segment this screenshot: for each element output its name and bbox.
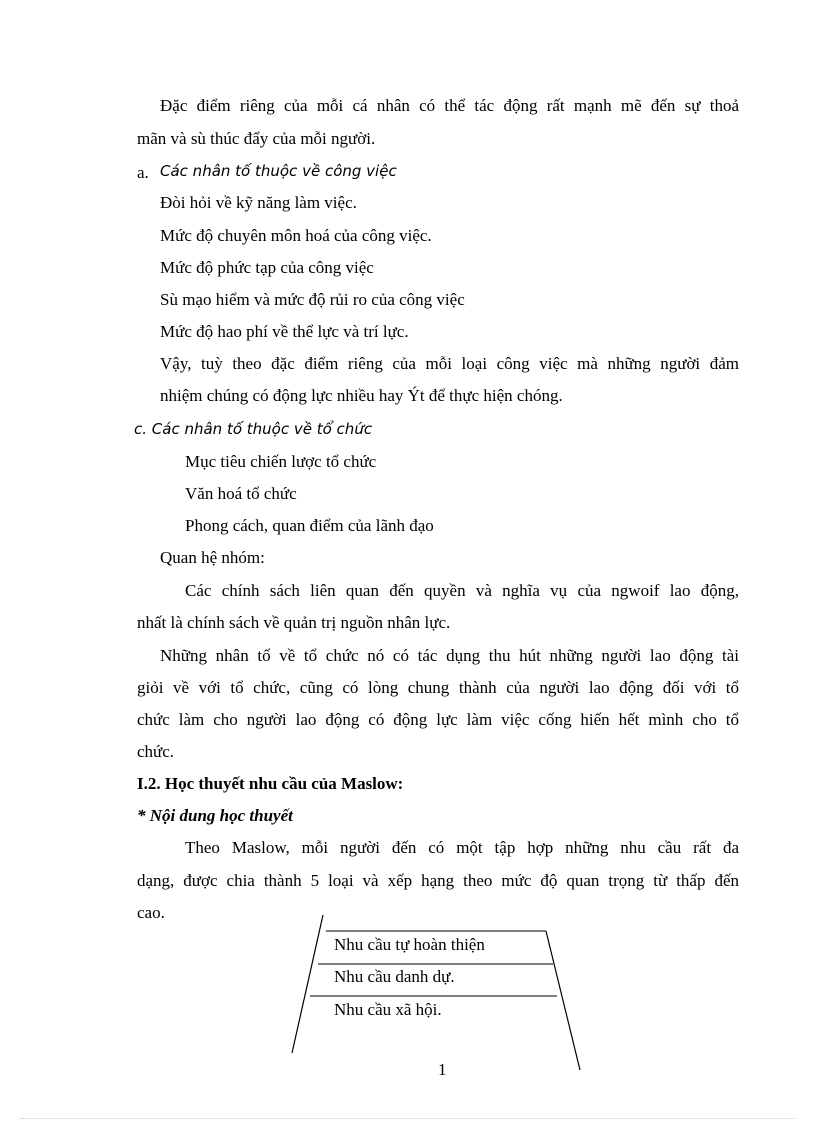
pyramid-left-edge: [292, 915, 323, 1053]
section-subheading: * Nội dung học thuyết: [137, 806, 293, 825]
section-c-title: c. Các nhân tố thuộc về tổ chức: [134, 420, 373, 438]
pyramid-level-social: Nhu cầu xã hội.: [334, 1000, 442, 1019]
page-bottom-border: [20, 1118, 796, 1119]
section-a-marker: a.: [137, 163, 149, 182]
para-5-line-3: cao.: [137, 903, 165, 922]
a-item-1: Đòi hỏi về kỹ năng làm việc.: [160, 193, 357, 212]
section-a-title: Các nhân tố thuộc về công việc: [160, 162, 397, 180]
para-4-line-2: giỏi về với tổ chức, cũng có lòng chung thành của người lao động đối với tổ: [137, 678, 739, 697]
para-4-line-3: chức làm cho người lao động có động lực làm việc cống hiến hết mình cho tổ: [137, 710, 739, 729]
c-group-label: Quan hệ nhóm:: [160, 548, 265, 567]
c-item-2: Văn hoá tổ chức: [185, 484, 297, 503]
pyramid-level-self-actualization: Nhu cầu tự hoàn thiện: [334, 935, 485, 954]
para-3-line-1: Các chính sách liên quan đến quyền và nghĩa vụ của ngwoif lao động,: [185, 581, 739, 600]
a-item-4: Sù mạo hiểm và mức độ rủi ro của công việc: [160, 290, 465, 309]
para-2-line-2: nhiệm chúng có động lực nhiều hay Ýt để thực hiện chóng.: [160, 386, 563, 405]
para-2-line-1: Vậy, tuỳ theo đặc điểm riêng của mỗi loại công việc mà những người đảm: [160, 354, 739, 373]
para-3-line-2: nhất là chính sách về quản trị nguồn nhân lực.: [137, 613, 451, 632]
pyramid-level-esteem: Nhu cầu danh dự.: [334, 967, 455, 986]
para-5-line-1: Theo Maslow, mỗi người đến có một tập hợp những nhu cầu rất đa: [185, 838, 739, 857]
para-1-line-1: Đặc điểm riêng của mỗi cá nhân có thể tác động rất mạnh mẽ đến sự thoả: [160, 96, 739, 115]
para-1-line-2: mãn và sù thúc đẩy của mỗi người.: [137, 129, 376, 148]
a-item-5: Mức độ hao phí về thể lực và trí lực.: [160, 322, 409, 341]
page-number: 1: [438, 1060, 447, 1079]
a-item-2: Mức độ chuyên môn hoá của công việc.: [160, 226, 432, 245]
c-item-3: Phong cách, quan điểm của lãnh đạo: [185, 516, 434, 535]
a-item-3: Mức độ phức tạp của công việc: [160, 258, 374, 277]
para-4-line-1: Những nhân tố về tổ chức nó có tác dụng thu hút những người lao động tài: [160, 646, 739, 665]
para-5-line-2: dạng, được chia thành 5 loại và xếp hạng theo mức độ quan trọng từ thấp đến: [137, 871, 739, 890]
para-4-line-4: chức.: [137, 742, 175, 761]
section-heading: I.2. Học thuyết nhu cầu của Maslow:: [137, 774, 404, 793]
pyramid-right-edge: [546, 931, 580, 1070]
c-item-1: Mục tiêu chiến lược tổ chức: [185, 452, 377, 471]
